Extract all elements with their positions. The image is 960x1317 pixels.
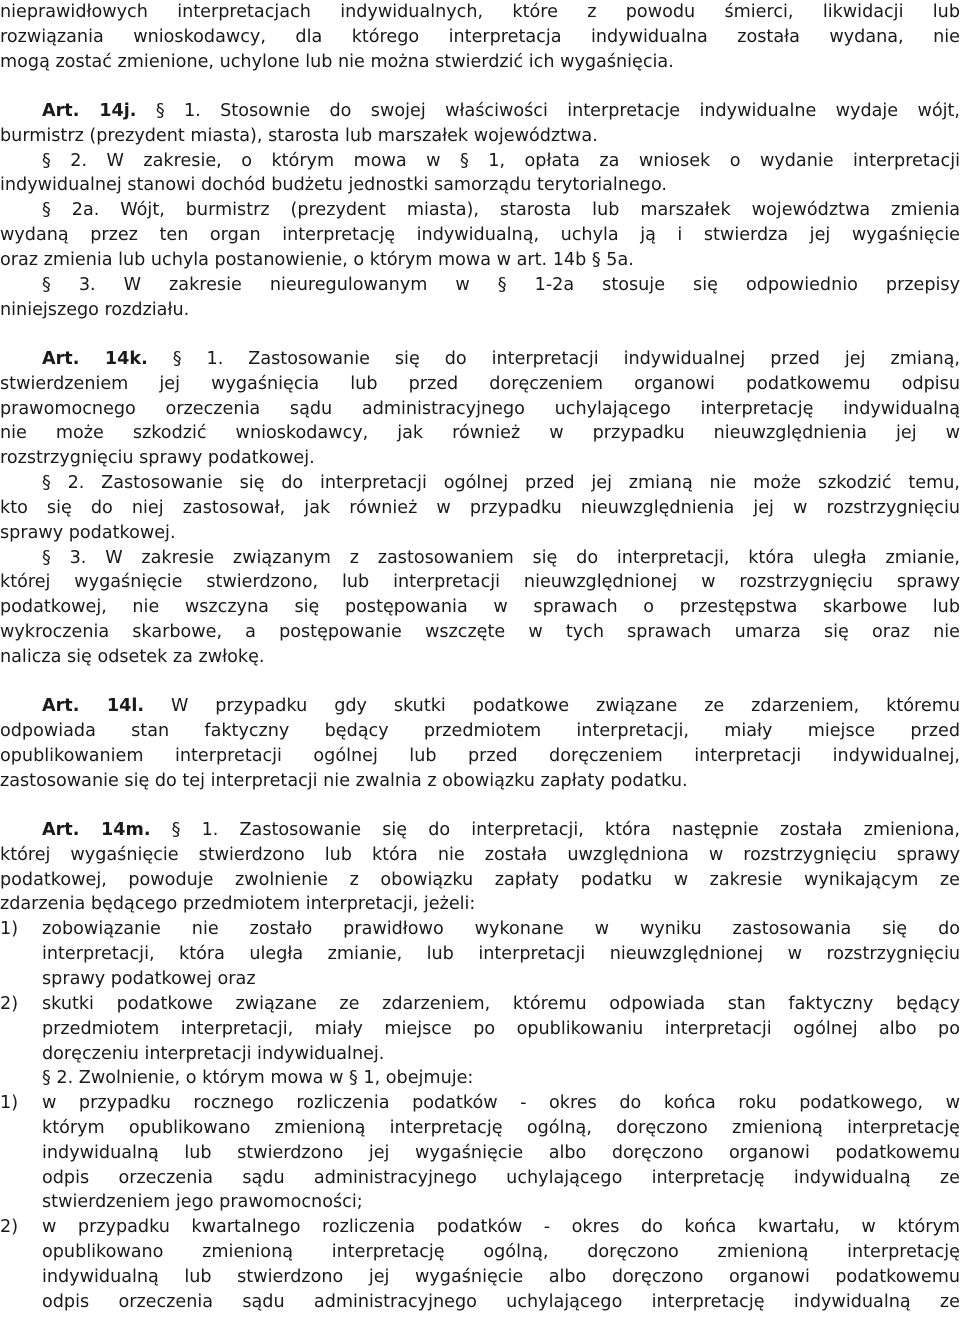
list-item-text: skutki podatkowe związane ze zdarzeniem, któremu odpowiada stan faktyczny będący [42,994,960,1014]
text-line: rozstrzygnięciu sprawy podatkowej. [0,448,315,468]
article-heading: Art. 14j. [42,101,137,121]
paragraph-number: § 1. [172,349,224,369]
paragraph-number: § 1. [171,820,219,840]
paragraph-first-line [42,546,960,570]
paragraph-first-line [42,471,960,495]
text-line: burmistrz (prezydent miasta), starosta lub marszałek województwa. [0,126,598,146]
paragraph-text: Wójt, burmistrz (prezydent miasta), starosta lub marszałek województwa zmienia [120,200,960,220]
text-line: indywidualnej stanowi dochód budżetu jednostki samorządu terytorialnego. [0,175,667,195]
text-line: podatkowej, powoduje zwolnienie z obowiązku zapłaty podatku w zakresie wynikającym ze [0,870,960,890]
text-line: sprawy podatkowej. [0,523,176,543]
text-line: opublikowaniem interpretacji ogólnej lub przed doręczeniem interpretacji indywidualnej, [0,746,960,766]
text-line: wydaną przez ten organ interpretację indywidualną, uchyla ją i stwierdza jej wygaśnięcie [0,225,960,245]
paragraph-text: Zastosowanie się do interpretacji, która następnie została zmieniona, [239,820,960,840]
paragraph-text: Zwolnienie, o którym mowa w § 1, obejmuje: [78,1068,474,1088]
paragraph-text: Zastosowanie się do interpretacji ogólnej przed jej zmianą nie może szkodzić temu, [101,473,960,493]
paragraph-number: § 3. [42,275,96,295]
article-heading: Art. 14l. [42,696,145,716]
list-number: 1) [0,919,19,939]
list-item-text: stwierdzeniem jego prawomocności; [42,1192,363,1212]
paragraph-number: § 2. [42,1068,74,1088]
text-line: odpowiada stan faktyczny będący przedmiotem interpretacji, miały miejsce przed [0,721,960,741]
paragraph-number: § 2. [42,151,88,171]
list-item-text: odpis orzeczenia sądu administracyjnego uchylającego interpretację indywidualną ze [42,1292,960,1312]
text-line: nalicza się odsetek za zwłokę. [0,647,265,667]
paragraph-text: Zastosowanie się do interpretacji indywidualnej przed jej zmianą, [248,349,960,369]
text-line: wykroczenia skarbowe, a postępowanie wszczęte w tych sprawach umarza się oraz nie [0,622,960,642]
list-item-text: zobowiązanie nie zostało prawidłowo wykonane w wyniku zastosowania się do [42,919,960,939]
list-number: 1) [0,1093,19,1113]
paragraph-first-line [42,198,960,222]
paragraph-first-line [42,273,960,297]
paragraph-number: § 3. [42,548,87,568]
text-line: rozwiązania wnioskodawcy, dla którego interpretacja indywidualna została wydana, nie [0,27,960,47]
list-item-text: interpretacji, która uległa zmianie, lub interpretacji nieuwzględnionej w rozstrzygnięciu [42,944,960,964]
article-14l-first-line [42,694,960,718]
text-line: podatkowej, nie wszczyna się postępowania w sprawach o przestępstwa skarbowe lub [0,597,960,617]
text-line: mogą zostać zmienione, uchylone lub nie można stwierdzić ich wygaśnięcia. [0,52,674,72]
list-item-text: którym opublikowano zmienioną interpretację ogólną, doręczono zmienioną interpretację [42,1118,960,1138]
list-item-text: doręczeniu interpretacji indywidualnej. [42,1044,385,1064]
paragraph-number: § 2a. [42,200,100,220]
text-line: nie może szkodzić wnioskodawcy, jak również w przypadku nieuwzględnienia jej w [0,423,960,443]
text-line: zastosowanie się do tej interpretacji nie zwalnia z obowiązku zapłaty podatku. [0,771,688,791]
article-14m-first-line [42,818,960,842]
paragraph-text: W zakresie nieuregulowanym w § 1-2a stosuje się odpowiednio przepisy [123,275,960,295]
paragraph-text: W zakresie, o którym mowa w § 1, opłata za wniosek o wydanie interpretacji [106,151,960,171]
text-line: której wygaśnięcie stwierdzono lub która nie została uwzględniona w rozstrzygnięciu sprawy [0,845,960,865]
text-line: niniejszego rozdziału. [0,300,190,320]
article-heading: Art. 14m. [42,820,151,840]
paragraph-text: W przypadku gdy skutki podatkowe związane ze zdarzeniem, któremu [170,696,960,716]
article-14k-first-line [42,347,960,371]
list-item-text: odpis orzeczenia sądu administracyjnego uchylającego interpretację indywidualną ze [42,1168,960,1188]
text-line: nieprawidłowych interpretacjach indywidualnych, które z powodu śmierci, likwidacji lub [0,2,960,22]
paragraph-text: Stosownie do swojej właściwości interpretacje indywidualne wydaje wójt, [220,101,960,121]
paragraph-number: § 1. [155,101,201,121]
text-line: kto się do niej zastosował, jak również w przypadku nieuwzględnienia jej w rozstrzygnięciu [0,498,960,518]
list-item-text: indywidualną lub stwierdzono jej wygaśnięcie albo doręczono organowi podatkowemu [42,1143,960,1163]
paragraph-first-line [42,149,960,173]
list-number: 2) [0,994,19,1014]
list-number: 2) [0,1217,19,1237]
paragraph-text: W zakresie związanym z zastosowaniem się do interpretacji, która uległa zmianie, [105,548,960,568]
text-line: której wygaśnięcie stwierdzono, lub interpretacji nieuwzględnionej w rozstrzygnięciu sprawy [0,572,960,592]
list-item-text: sprawy podatkowej oraz [42,969,256,989]
text-line: zdarzenia będącego przedmiotem interpretacji, jeżeli: [0,894,476,914]
list-item-text: opublikowano zmienioną interpretację ogólną, doręczono zmienioną interpretację [42,1242,960,1262]
text-line: prawomocnego orzeczenia sądu administracyjnego uchylającego interpretację indywidualną [0,399,960,419]
list-item-text: przedmiotem interpretacji, miały miejsce po opublikowaniu interpretacji ogólnej albo po [42,1019,960,1039]
text-line: oraz zmienia lub uchyla postanowienie, o którym mowa w art. 14b § 5a. [0,250,634,270]
paragraph-number: § 2. [42,473,85,493]
article-14j-first-line [42,99,960,123]
article-heading: Art. 14k. [42,349,148,369]
list-item-text: w przypadku rocznego rozliczenia podatków - okres do końca roku podatkowego, w [42,1093,960,1113]
list-item-text: indywidualną lub stwierdzono jej wygaśnięcie albo doręczono organowi podatkowemu [42,1267,960,1287]
text-line: stwierdzeniem jej wygaśnięcia lub przed doręczeniem organowi podatkowemu odpisu [0,374,960,394]
paragraph-first-line [42,1066,960,1090]
list-item-text: w przypadku kwartalnego rozliczenia podatków - okres do końca kwartału, w którym [42,1217,960,1237]
